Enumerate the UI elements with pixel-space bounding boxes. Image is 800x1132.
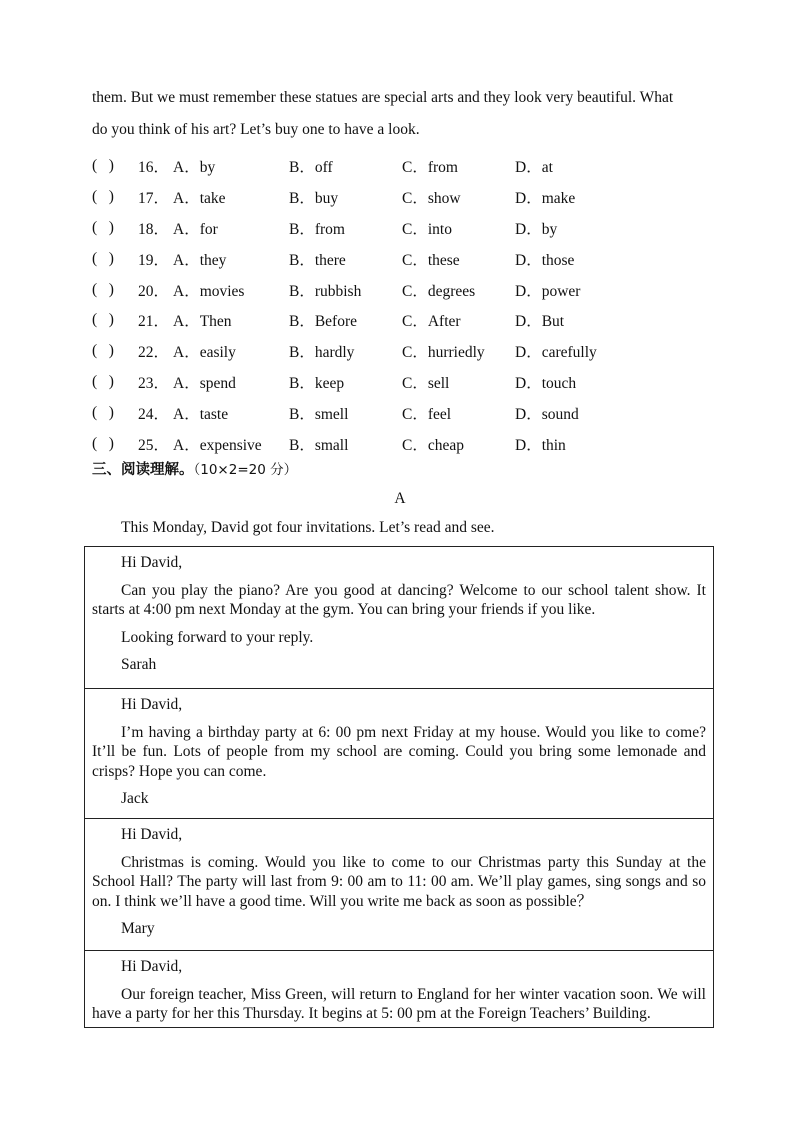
question-number: 17． bbox=[138, 190, 170, 208]
option-a: A．for bbox=[173, 220, 218, 238]
answer-blank[interactable]: ( ) bbox=[92, 372, 114, 390]
answer-blank[interactable]: ( ) bbox=[92, 434, 114, 452]
option-d: D．touch bbox=[515, 374, 577, 392]
letter-signature: Jack bbox=[121, 790, 149, 807]
letter-signature: Sarah bbox=[121, 656, 157, 673]
question-row bbox=[92, 367, 732, 398]
option-a: A．expensive bbox=[173, 436, 262, 454]
question-row bbox=[92, 274, 732, 305]
answer-blank[interactable]: ( ) bbox=[92, 218, 114, 236]
passage-label: A bbox=[394, 490, 406, 507]
letter-body: Our foreign teacher, Miss Green, will return to England for her winter vacation soon. We will have a party for her this Thursday. It begins at 5: 00 pm at the Foreign Teachers’ Building. bbox=[92, 985, 706, 1022]
section-title: 三、阅读理解。 bbox=[92, 462, 194, 478]
section-heading bbox=[92, 458, 297, 479]
letter-greeting: Hi David, bbox=[121, 826, 183, 843]
invitations-box bbox=[84, 546, 714, 1028]
option-b: B．from bbox=[289, 220, 345, 238]
option-a: A．movies bbox=[173, 282, 245, 300]
option-b: B．keep bbox=[289, 374, 345, 392]
letter-greeting: Hi David, bbox=[121, 696, 183, 713]
option-c: C．sell bbox=[402, 374, 450, 392]
option-d: D．those bbox=[515, 251, 575, 269]
option-b: B．smell bbox=[289, 405, 349, 423]
question-number: 18． bbox=[138, 220, 170, 238]
option-a: A．take bbox=[173, 190, 226, 208]
option-b: B．there bbox=[289, 251, 346, 269]
answer-blank[interactable]: ( ) bbox=[92, 342, 114, 360]
question-number: 20． bbox=[138, 282, 170, 300]
answer-blank[interactable]: ( ) bbox=[92, 403, 114, 421]
answer-blank[interactable]: ( ) bbox=[92, 280, 114, 298]
question-number: 16． bbox=[138, 159, 170, 177]
option-d: D．power bbox=[515, 282, 581, 300]
option-a: A．taste bbox=[173, 405, 229, 423]
option-d: D．sound bbox=[515, 405, 579, 423]
option-c: C．into bbox=[402, 220, 452, 238]
invitation-letter bbox=[85, 547, 713, 689]
option-a: A．by bbox=[173, 159, 216, 177]
question-row bbox=[92, 243, 732, 274]
question-number: 19． bbox=[138, 251, 170, 269]
option-a: A．spend bbox=[173, 374, 236, 392]
option-b: B．hardly bbox=[289, 344, 355, 362]
option-c: C．show bbox=[402, 190, 461, 208]
question-row bbox=[92, 428, 732, 459]
option-c: C．After bbox=[402, 313, 461, 331]
question-number: 24． bbox=[138, 405, 170, 423]
option-b: B．Before bbox=[289, 313, 358, 331]
invitation-letter bbox=[85, 819, 713, 951]
option-d: D．thin bbox=[515, 436, 566, 454]
question-row bbox=[92, 305, 732, 336]
question-list bbox=[92, 151, 732, 459]
option-c: C．hurriedly bbox=[402, 344, 485, 362]
option-b: B．small bbox=[289, 436, 349, 454]
letter-body: Christmas is coming. Would you like to come to our Christmas party this Sunday at the School Hall? The party will last from 9: 00 am to 11: 00 am. We’ll play games, sing songs and so on. I think we’ll have a good time. Will you write me back as soon as possible？ bbox=[92, 853, 706, 910]
passage-intro: This Monday, David got four invitations. Let’s read and see. bbox=[121, 519, 495, 536]
question-row bbox=[92, 336, 732, 367]
question-row bbox=[92, 397, 732, 428]
letter-body: I’m having a birthday party at 6: 00 pm next Friday at my house. Would you like to come? It’ll be fun. Lots of people from my school are coming. Could you bring some lemonade and crisps? Hope you can come. bbox=[92, 723, 706, 780]
invitation-letter bbox=[85, 689, 713, 819]
option-a: A．easily bbox=[173, 344, 236, 362]
option-d: D．carefully bbox=[515, 344, 597, 362]
option-b: B．rubbish bbox=[289, 282, 362, 300]
invitation-letter bbox=[85, 951, 713, 1027]
option-c: C．from bbox=[402, 159, 458, 177]
option-c: C．cheap bbox=[402, 436, 464, 454]
option-d: D．by bbox=[515, 220, 558, 238]
letter-greeting: Hi David, bbox=[121, 958, 183, 975]
answer-blank[interactable]: ( ) bbox=[92, 249, 114, 267]
question-number: 21． bbox=[138, 313, 170, 331]
option-d: D．make bbox=[515, 190, 576, 208]
letter-signature: Mary bbox=[121, 920, 155, 937]
question-number: 25． bbox=[138, 436, 170, 454]
option-d: D．at bbox=[515, 159, 553, 177]
letter-greeting: Hi David, bbox=[121, 554, 183, 571]
answer-blank[interactable]: ( ) bbox=[92, 157, 114, 175]
letter-body: Can you play the piano? Are you good at dancing? Welcome to our school talent show. It starts at 4:00 pm next Monday at the gym. You can bring your friends if you like. bbox=[92, 581, 706, 618]
question-row bbox=[92, 151, 732, 182]
option-a: A．Then bbox=[173, 313, 232, 331]
option-a: A．they bbox=[173, 251, 227, 269]
intro-line-2: do you think of his art? Let’s buy one to have a look. bbox=[92, 121, 420, 138]
letter-closing: Looking forward to your reply. bbox=[121, 628, 314, 646]
question-number: 22． bbox=[138, 344, 170, 362]
option-c: C．degrees bbox=[402, 282, 476, 300]
answer-blank[interactable]: ( ) bbox=[92, 188, 114, 206]
question-row bbox=[92, 213, 732, 244]
question-number: 23． bbox=[138, 374, 170, 392]
option-c: C．feel bbox=[402, 405, 452, 423]
section-score: （10×2=20 分） bbox=[193, 462, 298, 478]
answer-blank[interactable]: ( ) bbox=[92, 311, 114, 329]
option-d: D．But bbox=[515, 313, 565, 331]
option-b: B．off bbox=[289, 159, 333, 177]
option-b: B．buy bbox=[289, 190, 339, 208]
question-row bbox=[92, 182, 732, 213]
option-c: C．these bbox=[402, 251, 460, 269]
intro-line-1: them. But we must remember these statues are special arts and they look very beautiful. What bbox=[92, 89, 674, 106]
